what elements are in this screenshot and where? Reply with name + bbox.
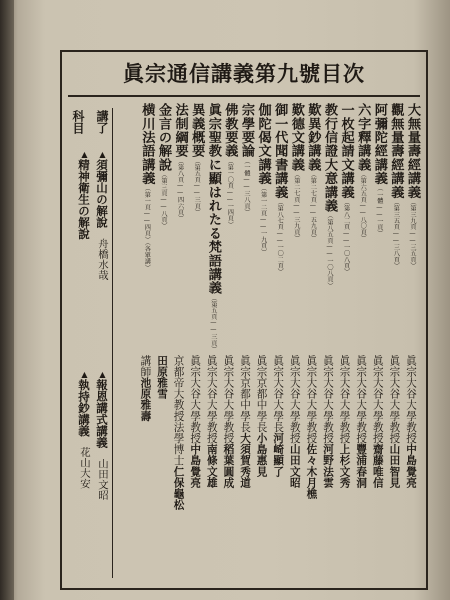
author-affiliation: 眞宗大谷大學教授 bbox=[288, 355, 301, 444]
lecture-title: 歎德文講義 bbox=[288, 103, 304, 172]
author-name: 中島覺亮 bbox=[189, 443, 202, 489]
lecture-author bbox=[155, 355, 170, 399]
author-name: 河崎顯了 bbox=[272, 432, 285, 478]
side-item-title: 執持鈔講義 bbox=[77, 379, 91, 437]
side-item-author: 花山大安 bbox=[78, 446, 90, 489]
side-item-author: 山田文昭 bbox=[96, 458, 108, 501]
lecture-author bbox=[288, 355, 303, 488]
author-name: 上杉文秀 bbox=[338, 443, 351, 489]
author-name: 大須賀秀道 bbox=[239, 432, 251, 489]
lecture-entry bbox=[137, 103, 156, 271]
author-name: 佐々木月樵 bbox=[305, 443, 318, 500]
spacer bbox=[96, 228, 108, 238]
lecture-title: 横川法語講義 bbox=[139, 103, 155, 186]
lecture-title: 佛教要義 bbox=[222, 103, 238, 158]
triangle-bullet-icon: ▲ bbox=[80, 150, 89, 159]
lecture-pages: （第八頁——四六頁） bbox=[176, 157, 184, 222]
lecture-title: 眞宗聖教に顯はれたる梵語講義 bbox=[205, 103, 221, 295]
author-affiliation: 眞宗大谷大學教授 bbox=[405, 355, 417, 444]
lecture-title: 大無量壽經講義 bbox=[405, 103, 420, 199]
lecture-pages: （第一頁——四頁）（各單講） bbox=[143, 185, 151, 271]
lecture-author bbox=[271, 355, 286, 477]
author-affiliation: 眞宗大谷大學教授 bbox=[371, 355, 384, 444]
author-name: 山田文昭 bbox=[288, 443, 301, 489]
lecture-author bbox=[304, 355, 319, 499]
triangle-bullet-icon: ▲ bbox=[80, 370, 89, 379]
lecture-pages: （第五頁——三頁） bbox=[209, 294, 217, 353]
author-affiliation: 眞宗大谷大學教授 bbox=[205, 355, 218, 444]
author-affiliation: 眞宗京都中學長 bbox=[239, 355, 251, 433]
author-name: 齋藤唯信 bbox=[371, 443, 384, 489]
lecture-entry bbox=[353, 103, 372, 241]
lecture-pages: （第一二頁——一九頁） bbox=[259, 185, 267, 256]
page-title: 眞宗通信講義第九號目次 bbox=[123, 61, 365, 86]
lecture-title: 阿彌陀經講義 bbox=[371, 103, 387, 186]
book-spine bbox=[0, 0, 14, 600]
lecture-title: 金言の解說 bbox=[156, 103, 171, 172]
lecture-author bbox=[188, 355, 203, 488]
lecture-entry bbox=[204, 103, 223, 352]
author-affiliation: 眞宗大谷大學教授 bbox=[338, 355, 351, 444]
lecture-entry bbox=[320, 103, 339, 289]
author-name: 仁保龜松 bbox=[172, 466, 185, 511]
author-affiliation: 講師 bbox=[139, 355, 152, 378]
lecture-title: 六字釋講義 bbox=[355, 103, 371, 172]
author-affiliation: 眞宗大谷大學教授 bbox=[355, 355, 368, 444]
author-affiliation: 眞宗大谷大學教授 bbox=[322, 355, 334, 444]
lecture-pages: （一體——三八頁） bbox=[243, 157, 250, 216]
lecture-pages: （第六五頁——八〇頁） bbox=[359, 171, 367, 242]
author-name: 河野法雲 bbox=[322, 443, 334, 489]
side-item-title: 報恩講式講義 bbox=[95, 379, 109, 448]
triangle-bullet-icon: ▲ bbox=[98, 150, 107, 159]
lecture-entry bbox=[220, 103, 239, 228]
lecture-entry bbox=[154, 103, 173, 229]
spacer bbox=[96, 448, 108, 458]
lecture-pages: （第三五頁——三八頁） bbox=[392, 198, 400, 269]
author-affiliation: 眞宗大谷大學教授 bbox=[388, 355, 401, 444]
author-affiliation: 眞宗京都中學長 bbox=[255, 355, 268, 433]
lecture-author bbox=[354, 355, 369, 488]
lecture-entry bbox=[337, 103, 356, 275]
author-name: 山田智見 bbox=[388, 443, 401, 489]
lecture-pages: （第五頁——三頁） bbox=[193, 157, 201, 216]
lecture-entry bbox=[171, 103, 190, 221]
side-heading-completed: 講了 bbox=[95, 110, 109, 134]
lecture-entry bbox=[303, 103, 322, 241]
author-affiliation: 眞宗大谷大學教授 bbox=[222, 355, 235, 444]
side-item bbox=[94, 370, 110, 500]
lecture-author bbox=[371, 355, 386, 488]
lecture-pages: （第八五頁——一〇八頁） bbox=[326, 212, 333, 289]
author-name: 稻葉圓成 bbox=[222, 443, 235, 489]
side-divider bbox=[112, 108, 113, 578]
lecture-title: 法制綱要 bbox=[172, 103, 188, 158]
lecture-entry bbox=[287, 103, 306, 241]
side-item-author: 舟橋水哉 bbox=[96, 238, 108, 281]
author-affiliation: 京都帝大教授法學博士 bbox=[172, 355, 185, 466]
title-rule bbox=[68, 95, 420, 97]
lecture-entry bbox=[254, 103, 273, 255]
lecture-pages: （第二七頁——三九頁） bbox=[292, 171, 300, 242]
lecture-title: 觀無量壽經講義 bbox=[388, 103, 404, 199]
lecture-author bbox=[404, 355, 419, 488]
side-item-title: 須彌山の解說 bbox=[95, 159, 109, 228]
lecture-title: 歎異鈔講義 bbox=[305, 103, 321, 172]
lecture-entry bbox=[403, 103, 422, 269]
lecture-pages: （第八二頁——一〇八頁） bbox=[342, 198, 350, 275]
lecture-title: 異義概要 bbox=[189, 103, 205, 158]
lecture-author bbox=[205, 355, 220, 488]
lecture-title: 御一代聞書講義 bbox=[272, 103, 288, 199]
lecture-entry bbox=[270, 103, 289, 275]
lecture-entry bbox=[187, 103, 206, 215]
author-affiliation: 眞宗大谷大學教授 bbox=[189, 355, 202, 444]
lecture-author bbox=[138, 355, 153, 422]
spacer bbox=[78, 437, 90, 447]
author-name: 小島惠見 bbox=[255, 432, 268, 478]
side-heading-subjects: 科目 bbox=[71, 110, 85, 134]
lecture-author bbox=[238, 355, 253, 488]
lecture-pages: （第一〇頁——一四頁） bbox=[226, 157, 234, 228]
lecture-author bbox=[338, 355, 353, 488]
lecture-pages: （第八七頁——一〇二頁） bbox=[276, 198, 284, 275]
lecture-pages: （第二七頁——五九頁） bbox=[309, 171, 317, 242]
lecture-entry bbox=[237, 103, 256, 215]
lecture-title: 一枚起請文講義 bbox=[338, 103, 354, 199]
author-affiliation: 眞宗大谷大學教授 bbox=[305, 355, 318, 444]
lecture-pages: （第三頁——八頁） bbox=[160, 171, 167, 229]
lecture-entry bbox=[386, 103, 405, 269]
lecture-author bbox=[321, 355, 336, 488]
lecture-title: 教行信證大意講義 bbox=[322, 103, 337, 213]
side-item-title: 精神衛生の解說 bbox=[77, 159, 91, 240]
author-name: 豐浦春洞 bbox=[355, 443, 368, 489]
lecture-title: 伽陀偈文講義 bbox=[255, 103, 271, 186]
side-item bbox=[94, 150, 110, 280]
lecture-pages: （第三九頁——三五頁） bbox=[409, 198, 416, 269]
author-name: 池原雅壽 bbox=[139, 377, 152, 422]
lecture-title: 宗學要論 bbox=[239, 103, 254, 158]
lecture-author bbox=[221, 355, 236, 488]
author-name: 中島覺亮 bbox=[405, 443, 417, 489]
lecture-author bbox=[387, 355, 402, 488]
author-name: 南條文雄 bbox=[205, 443, 218, 489]
triangle-bullet-icon: ▲ bbox=[98, 370, 107, 379]
lecture-pages: （一體——一頁） bbox=[375, 185, 383, 237]
lecture-author bbox=[255, 355, 270, 477]
side-item bbox=[76, 370, 92, 489]
author-name: 田原雅雪 bbox=[156, 355, 168, 400]
lecture-entry bbox=[370, 103, 389, 236]
lecture-author bbox=[172, 355, 187, 510]
author-affiliation: 眞宗大谷大學長 bbox=[272, 355, 285, 433]
side-item bbox=[76, 150, 92, 240]
